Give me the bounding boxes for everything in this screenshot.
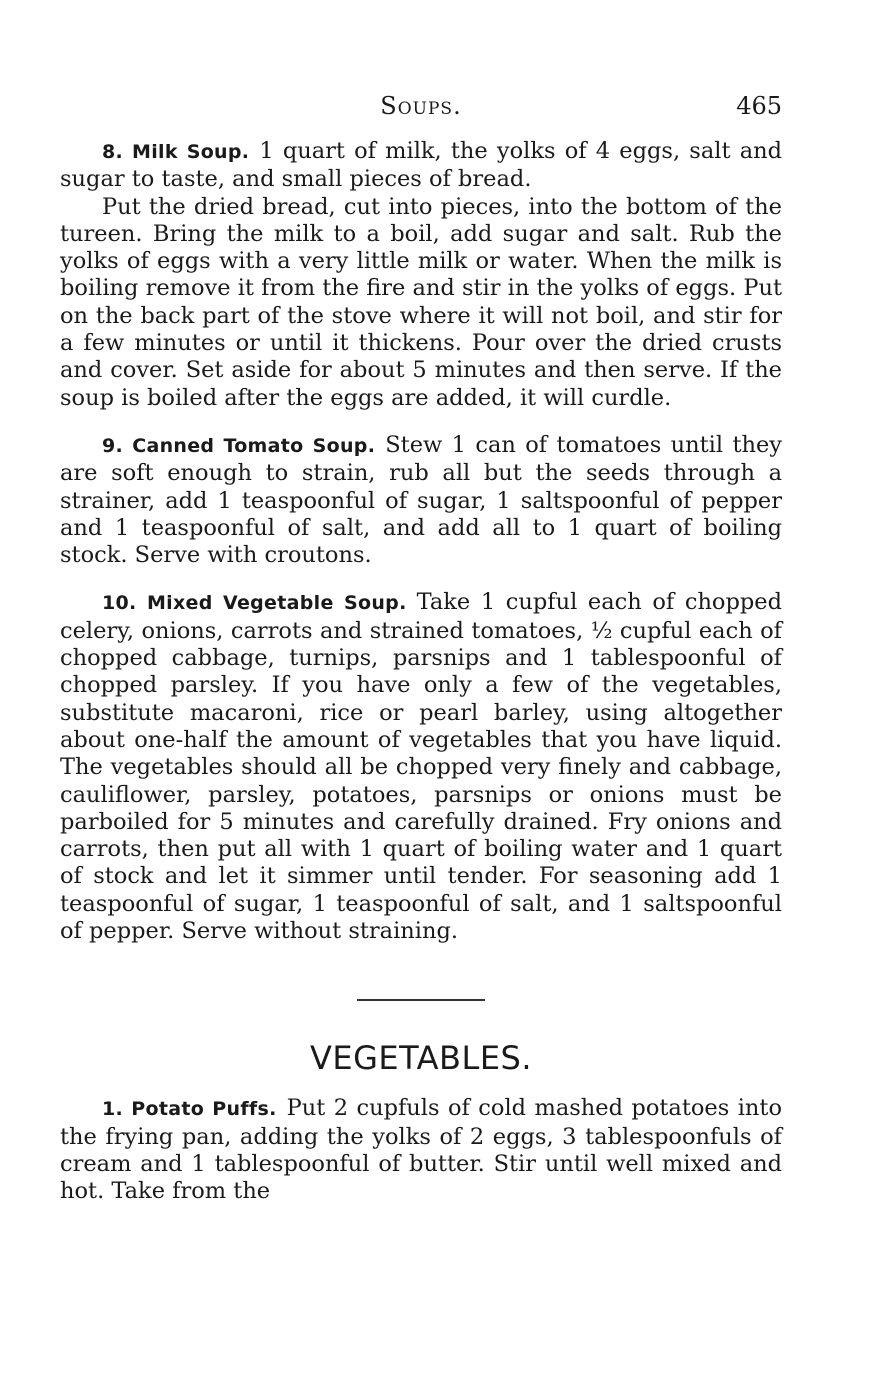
- recipe-canned-tomato-soup: [60, 432, 782, 569]
- recipe-text: 1 quart of milk, the yolks of 4 eggs, salt and sugar to taste, and small pieces of bread.: [60, 138, 783, 193]
- recipe-paragraph: [60, 138, 782, 194]
- recipe-name: Potato Puffs.: [131, 1098, 277, 1121]
- recipe-name: Canned Tomato Soup.: [132, 434, 376, 457]
- recipe-text: Stew 1 can of tomatoes until they are soft enough to strain, rub all but the seeds through a strainer, add 1 teaspoonful of sugar, 1 saltspoonful of pepper and 1 teaspoonful of salt, and add all to 1 quart of boiling stock. Serve with croutons.: [60, 431, 783, 569]
- recipe-paragraph: [60, 432, 782, 569]
- recipe-heading: [102, 592, 407, 614]
- page-number: 465: [736, 92, 782, 120]
- section-title: VEGETABLES.: [309, 1039, 533, 1078]
- recipe-heading: [102, 435, 375, 457]
- running-title: Soups.: [380, 92, 462, 120]
- recipe-paragraph: [60, 589, 782, 945]
- recipe-heading: [102, 141, 249, 163]
- recipe-number: 10.: [102, 592, 137, 615]
- running-head: [60, 92, 782, 126]
- book-page: [60, 92, 782, 1206]
- recipe-name: Mixed Vegetable Soup.: [146, 592, 407, 615]
- recipe-number: 1.: [102, 1098, 124, 1121]
- recipe-mixed-vegetable-soup: [60, 589, 782, 945]
- recipe-number: 9.: [102, 434, 124, 457]
- recipe-paragraph: Put the dried bread, cut into pieces, into the bottom of the tureen. Bring the milk to a boil, add sugar and salt. Rub the yolks of eggs with a very little milk or water. When the milk is boiling remove it from the fire and stir in the yolks of eggs. Put on the back part of the stove where it will not boil, and stir for a few minutes or until it thickens. Pour over the dried crusts and cover. Set aside for about 5 minutes and then serve. If the soup is boiled after the eggs are added, it will curdle.: [60, 193, 782, 411]
- recipe-milk-soup: [60, 138, 782, 412]
- section-divider: [357, 999, 485, 1001]
- recipe-text: Put 2 cupfuls of cold mashed potatoes into the frying pan, adding the yolks of 2 eggs, 3 tablespoonfuls of cream and 1 tablespoonful of butter. Stir until well mixed and hot. Take from the: [60, 1095, 783, 1205]
- recipe-paragraph: [60, 1095, 782, 1205]
- recipe-text: Take 1 cupful each of chopped celery, onions, carrots and strained tomatoes, ½ cupful each of chopped cabbage, turnips, parsnips and 1 tablespoonful of chopped parsley. If you have only a few of the vegetables, substitute macaroni, rice or pearl barley, using altogether about one-half the amount of vegetables that you have liquid. The vegetables should all be chopped very finely and cabbage, cauliflower, parsley, potatoes, parsnips or onions must be parboiled for 5 minutes and carefully drained. Fry onions and carrots, then put all with 1 quart of boiling water and 1 quart of stock and let it simmer until tender. For seasoning add 1 teaspoonful of sugar, 1 teaspoonful of salt, and 1 saltspoonful of pepper. Serve without straining.: [60, 589, 783, 945]
- recipe-name: Milk Soup.: [132, 141, 250, 163]
- recipe-heading: [102, 1098, 277, 1120]
- vegetables-section: [60, 1095, 782, 1205]
- recipe-number: 8.: [102, 141, 124, 163]
- recipe-potato-puffs: [60, 1095, 782, 1205]
